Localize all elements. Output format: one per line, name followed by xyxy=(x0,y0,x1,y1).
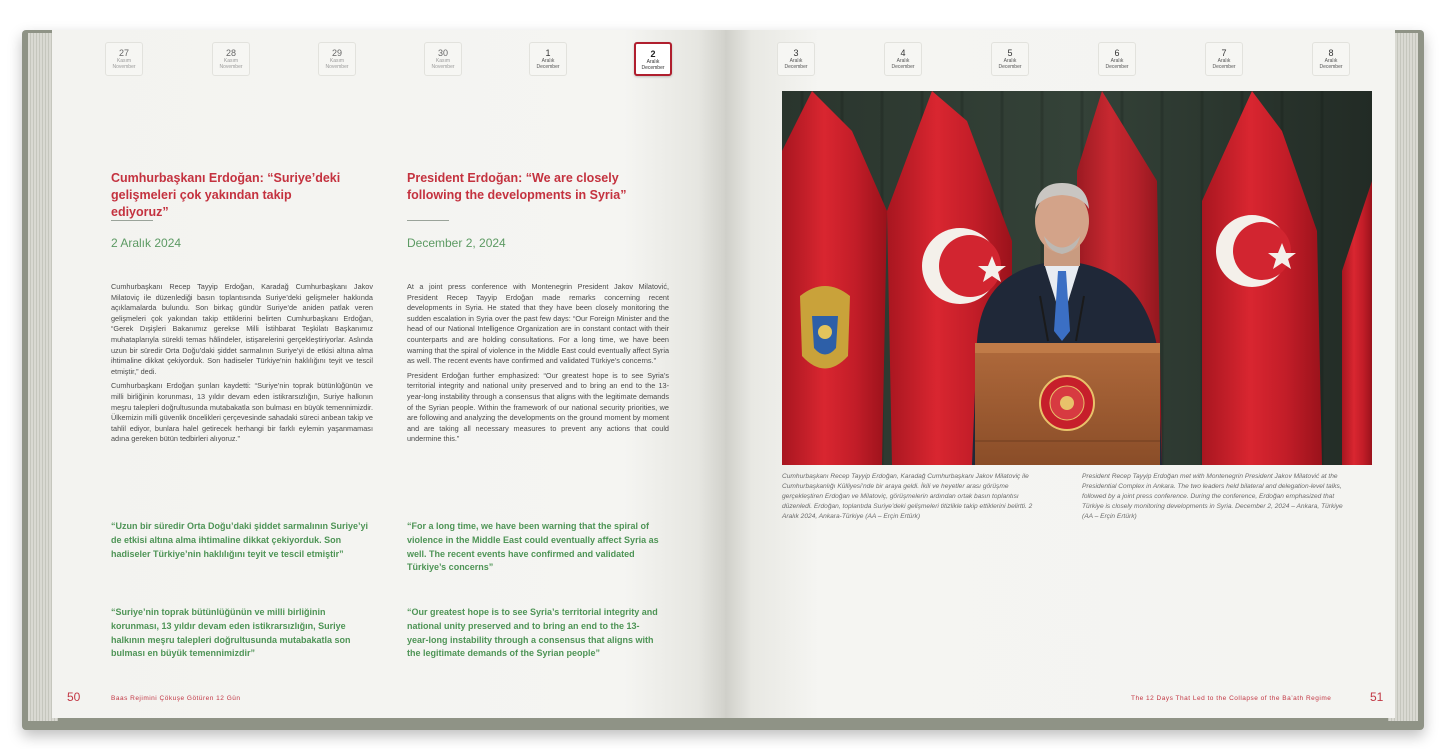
timeline-day[interactable] xyxy=(1205,42,1243,76)
timeline-day[interactable] xyxy=(212,42,250,76)
day-number: 7 xyxy=(1221,48,1227,58)
photo-illustration xyxy=(782,91,1372,465)
running-footer: The 12 Days That Led to the Collapse of the Ba’ath Regime xyxy=(1131,695,1332,702)
paragraph: Cumhurbaşkanı Erdoğan şunları kaydetti: “Suriye’nin toprak bütünlüğünün ve milli birliğinin korunması, 13 yıldır devam eden istikrarsızlığın, Suriye halkının meşru talepleri doğrultusunda mutabakatla son bulması en büyük temennimizdir. Ülkemizin milli güvenlik öncelikleri çerçevesinde sahadaki süreci anbean takip ve tahlil ediyor, bunlara halel getirecek herhangi bir farklı eylemin yaşanmaması adına gereken bütün tedbirleri alıyoruz.” xyxy=(111,381,373,444)
month-tr: Kasım xyxy=(435,58,451,64)
month-tr: Aralık xyxy=(646,59,660,65)
body-text-en xyxy=(407,282,669,449)
timeline-day[interactable] xyxy=(318,42,356,76)
timeline-day[interactable] xyxy=(1312,42,1350,76)
paragraph: At a joint press conference with Montenegrin President Jakov Milatović, President Recep Tayyip Erdoğan made remarks concerning recent developments in Syria. He stated that they have been closely monitoring the sudden escalation in Syria over the past few days: “Our Foreign Minister and the head of our National Intelligence Organization are in constant contact with their counterparts and are holding consultations. For a long time, we have been warning that the spiral of violence in the Middle East could eventually affect Syria as well. The recent events have confirmed and validated Türkiye’s concerns.” xyxy=(407,282,669,366)
photo-caption-tr: Cumhurbaşkanı Recep Tayyip Erdoğan, Karadağ Cumhurbaşkanı Jakov Milatoviç ile Cumhurbaşkanlığı Külliyesi’nde bir araya geldi. İkili ve heyetler arası görüşme gerçekleştiren Erdoğan ve Milatoviç, görüşmelerin ardından ortak basın toplantısı düzenledi. Erdoğan, toplantıda Suriye’deki gelişmeleri titizlikle takip ettiklerini belirtti. 2 Aralık 2024, Ankara-Türkiye (AA – Erçin Ertürk) xyxy=(782,473,1033,520)
month-tr: Aralık xyxy=(789,58,803,64)
month-en: November xyxy=(431,64,455,70)
month-tr: Kasım xyxy=(223,58,239,64)
month-en: November xyxy=(325,64,349,70)
day-number: 1 xyxy=(545,48,551,58)
timeline-day[interactable] xyxy=(991,42,1029,76)
month-tr: Aralık xyxy=(1324,58,1338,64)
paragraph: Cumhurbaşkanı Recep Tayyip Erdoğan, Karadağ Cumhurbaşkanı Jakov Milatoviç ile düzenlediği basın toplantısında Suriye’deki gelişmeler hakkında açıklamalarda bulundu. Son birkaç gündür Suriye’de aniden patlak veren gelişmeleri çok yakından takip ettiklerini belirten Cumhurbaşkanı Erdoğan, “Gerek Dışişleri Bakanımız gerekse Milli İstihbarat Teşkilatı Başkanımız muhataplarıyla sürekli temas hâlindeler, istişarelerini gerçekleştiriyorlar. Aslında uzun bir süredir Orta Doğu’daki şiddet sarmalının Suriye’yi de etkisi altına alma ihtimaline dikkat çekiyorduk. Son hadiseler Türkiye’nin haklılığını teyit ve tescil etmiştir,” dedi. xyxy=(111,282,373,376)
month-tr: Kasım xyxy=(116,58,132,64)
pull-quote: “Uzun bir süredir Orta Doğu’daki şiddet sarmalının Suriye’yi de etkisi altına alma ihtimaline dikkat çekiyorduk. Son hadiseler Türkiye’nin haklılığını teyit ve tescil etmiştir” xyxy=(111,521,369,559)
timeline-day[interactable] xyxy=(1098,42,1136,76)
month-en: December xyxy=(641,65,665,71)
running-footer: Baas Rejimini Çökuşe Götüren 12 Gün xyxy=(111,695,241,702)
month-en: December xyxy=(1212,64,1236,70)
month-tr: Kasım xyxy=(329,58,345,64)
day-number: 8 xyxy=(1328,48,1334,58)
headline-tr: Cumhurbaşkanı Erdoğan: “Suriye’deki gelişmeleri çok yakından takip ediyoruz” xyxy=(111,171,341,219)
divider xyxy=(407,220,449,221)
day-number: 29 xyxy=(331,48,342,58)
month-tr: Aralık xyxy=(1110,58,1124,64)
day-number: 5 xyxy=(1007,48,1013,58)
month-en: November xyxy=(219,64,243,70)
date-timeline-left xyxy=(52,42,725,78)
timeline-day[interactable] xyxy=(424,42,462,76)
date-en: December 2, 2024 xyxy=(407,236,506,250)
day-number: 28 xyxy=(225,48,236,58)
month-tr: Aralık xyxy=(896,58,910,64)
date-timeline-right xyxy=(725,42,1395,78)
month-tr: Aralık xyxy=(1217,58,1231,64)
month-en: December xyxy=(536,64,560,70)
pull-quote: “Our greatest hope is to see Syria’s territorial integrity and national unity preserved and to bring an end to the 13-year-long instability through a consensus that aligns with the legitimate demands of the Syrian people” xyxy=(407,607,658,659)
month-tr: Aralık xyxy=(1003,58,1017,64)
day-number: 30 xyxy=(437,48,448,58)
timeline-day[interactable] xyxy=(777,42,815,76)
date-tr: 2 Aralık 2024 xyxy=(111,236,182,250)
photo-caption-en: President Recep Tayyip Erdoğan met with Montenegrin President Jakov Milatović at the Presidential Complex in Ankara. The two leaders held bilateral and delegation-level talks, followed by a joint press conference. During the conference, Erdoğan emphasized that Türkiye is closely monitoring developments in Syria. December 2, 2024 – Ankara, Türkiye (AA – Erçin Ertürk) xyxy=(1082,473,1343,520)
month-en: December xyxy=(784,64,808,70)
day-number: 4 xyxy=(900,48,906,58)
month-en: December xyxy=(1319,64,1343,70)
day-number: 3 xyxy=(793,48,799,58)
day-number: 2 xyxy=(650,49,656,59)
timeline-day-active[interactable] xyxy=(634,42,672,76)
month-en: December xyxy=(891,64,915,70)
page-number: 50 xyxy=(67,690,81,704)
month-en: December xyxy=(1105,64,1129,70)
pull-quote: “For a long time, we have been warning that the spiral of violence in the Middle East could eventually affect Syria as well. The recent events have confirmed and validated Türkiye’s concerns” xyxy=(407,521,659,573)
timeline-day[interactable] xyxy=(529,42,567,76)
headline-en: President Erdoğan: “We are closely following the developments in Syria” xyxy=(407,171,627,202)
press-conference-photo xyxy=(782,91,1372,465)
body-text-tr xyxy=(111,282,373,449)
page-number: 51 xyxy=(1370,690,1384,704)
timeline-day[interactable] xyxy=(105,42,143,76)
month-en: December xyxy=(998,64,1022,70)
day-number: 6 xyxy=(1114,48,1120,58)
divider xyxy=(111,220,153,221)
left-page xyxy=(52,30,725,718)
pull-quote: “Suriye’nin toprak bütünlüğünün ve milli birliğinin korunması, 13 yıldır devam eden istikrarsızlığın, Suriye halkının meşru talepleri doğrultusunda mutabakatla son bulması en büyük temennimizdir” xyxy=(111,607,351,659)
month-tr: Aralık xyxy=(541,58,555,64)
paragraph: President Erdoğan further emphasized: “Our greatest hope is to see Syria’s territorial integrity and national unity preserved and to bring an end to the 13-year-long instability through a consensus that aligns with the legitimate demands of the Syrian people. Within the framework of our national security priorities, we are following and analyzing the developments on the ground moment by moment and are taking all necessary measures to prevent any actions that could undermine this.” xyxy=(407,370,669,444)
month-en: November xyxy=(112,64,136,70)
right-page xyxy=(725,30,1395,718)
timeline-day[interactable] xyxy=(884,42,922,76)
day-number: 27 xyxy=(118,48,129,58)
